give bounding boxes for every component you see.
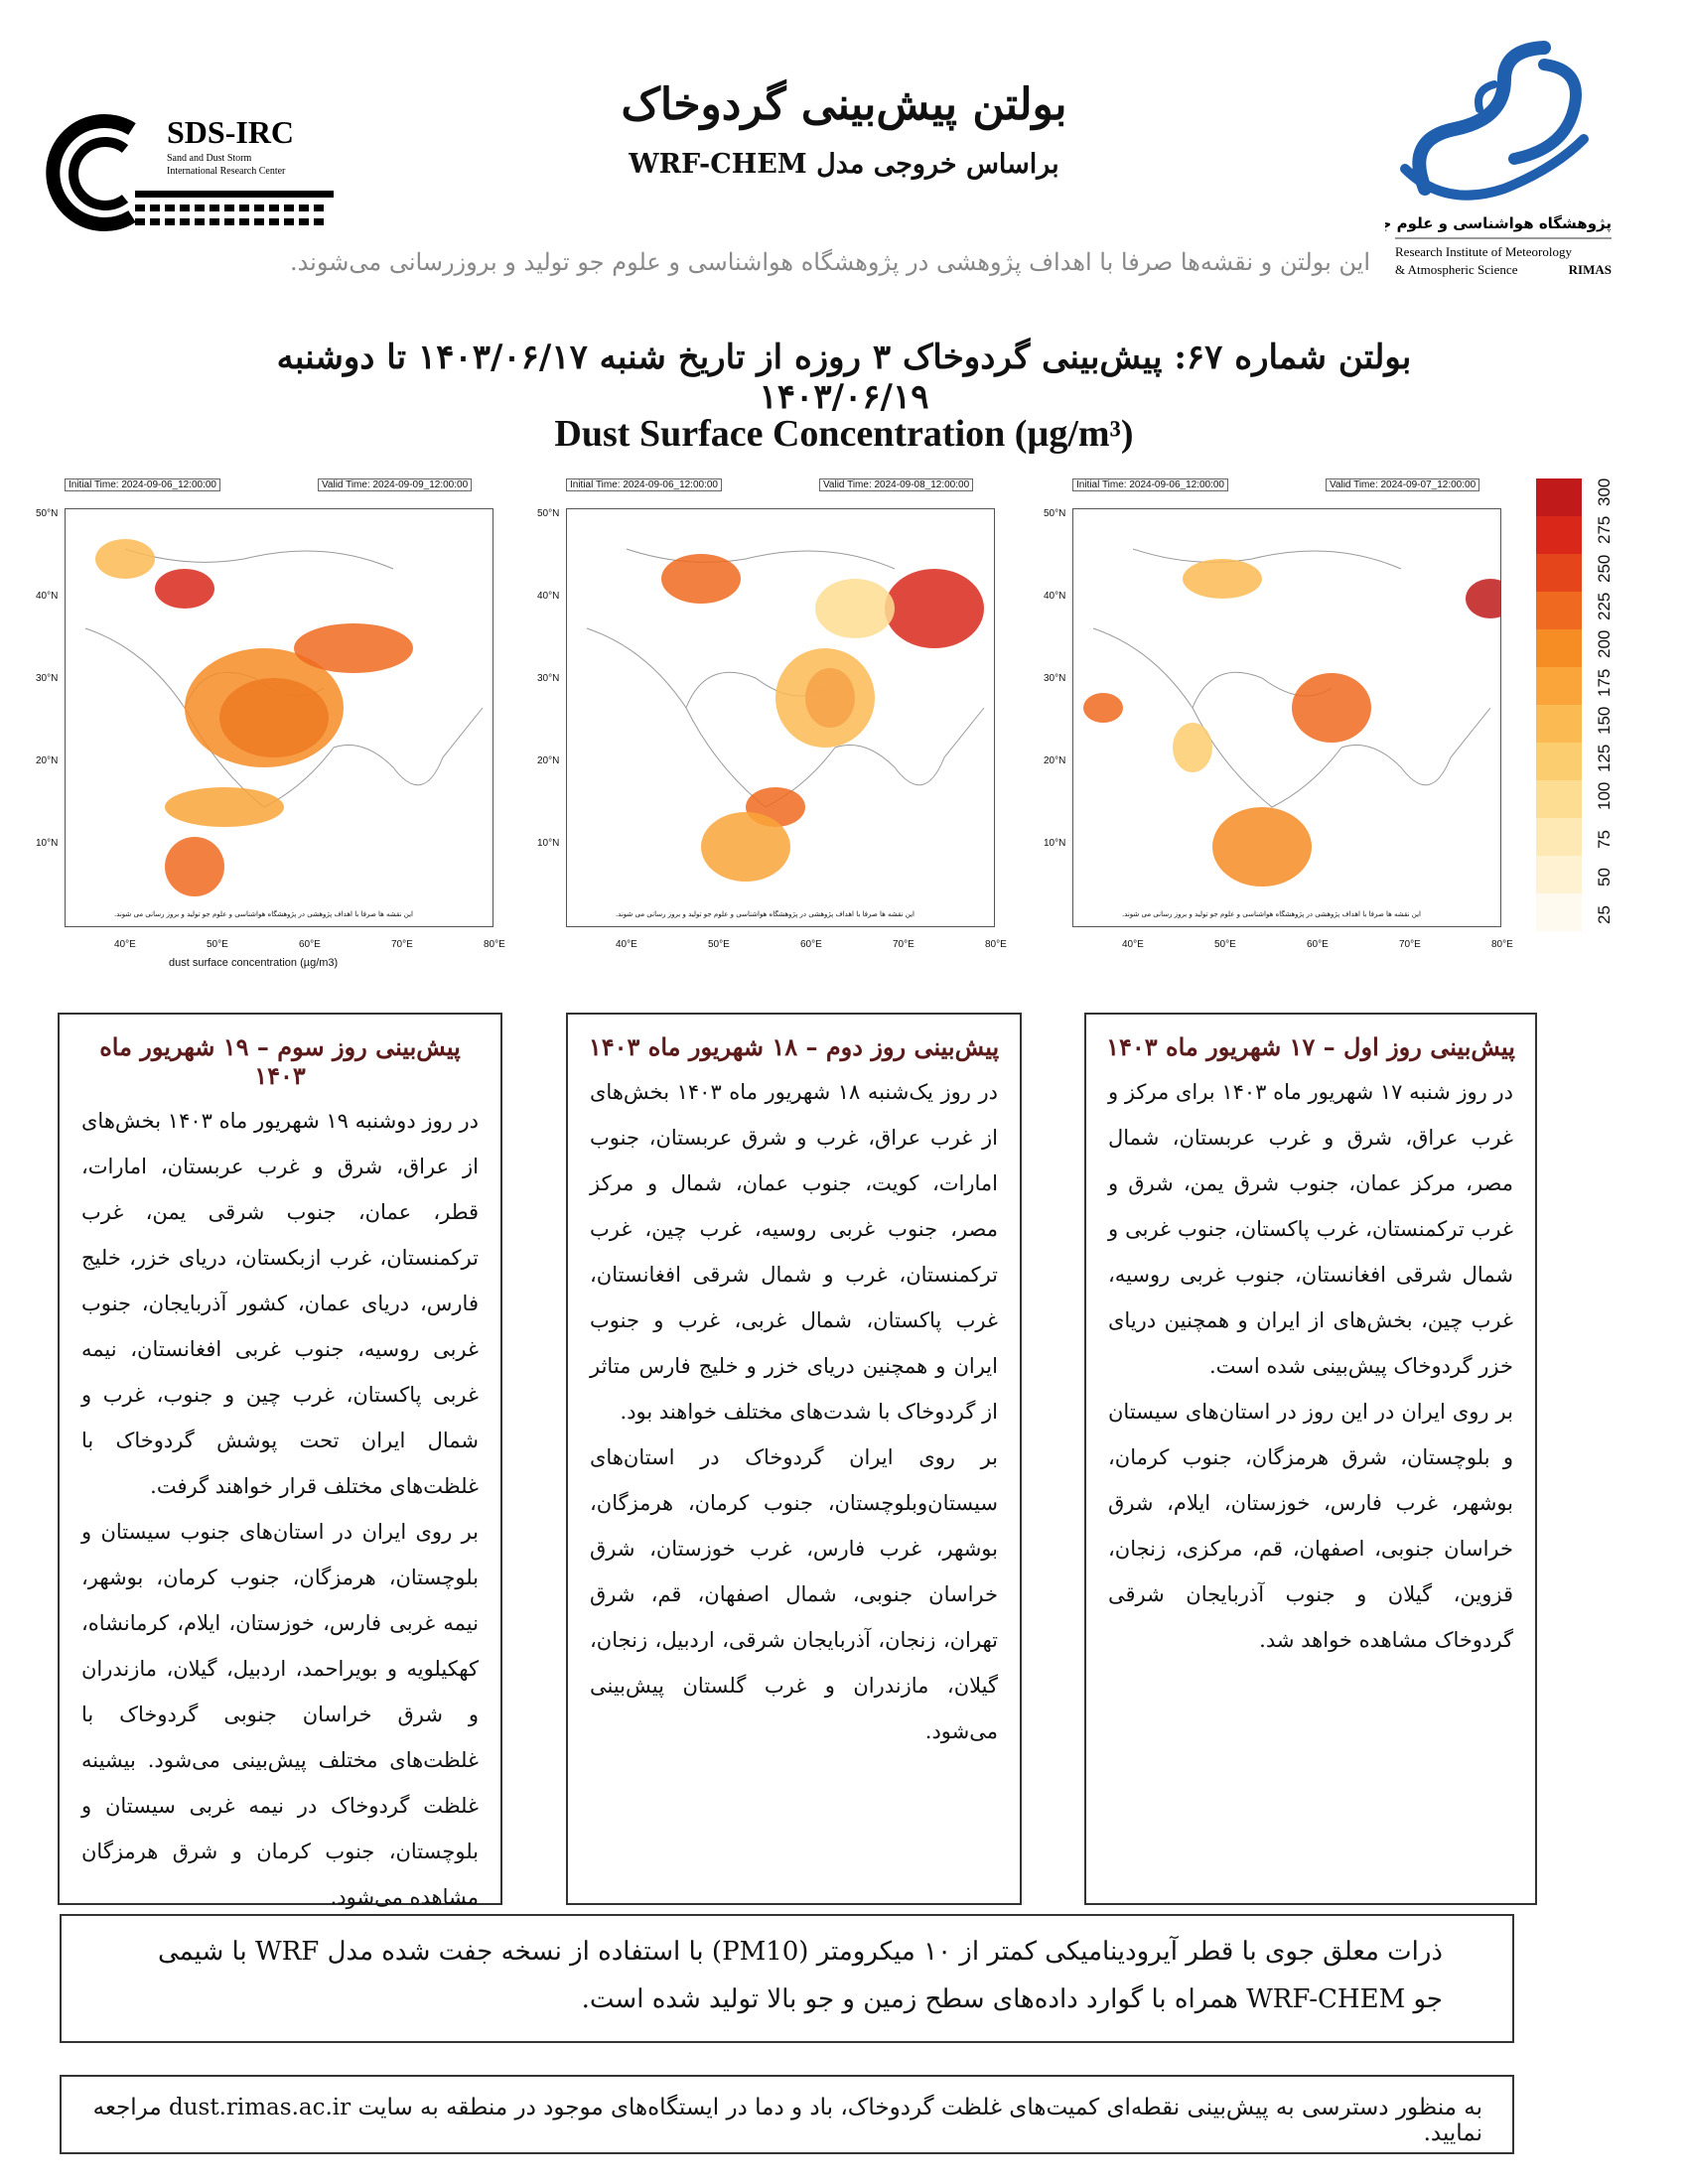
day1-title: پیش‌بینی روز اول – ۱۷ شهریور ماه ۱۴۰۳ xyxy=(1106,1032,1515,1061)
initial-time-label: Initial Time: 2024-09-06_12:00:00 xyxy=(1072,478,1228,491)
rimas-en-line2: & Atmospheric Science xyxy=(1395,262,1518,277)
dust-field xyxy=(1073,509,1500,926)
colorbar-tick-label: 150 xyxy=(1595,706,1614,735)
lat-tick-label: 50°N xyxy=(537,508,560,519)
colorbar-swatch xyxy=(1536,629,1582,667)
lat-tick-label: 20°N xyxy=(537,755,560,766)
colorbar-tick-label: 225 xyxy=(1595,592,1614,620)
dust-plume xyxy=(155,569,214,609)
lat-tick-label: 10°N xyxy=(36,838,59,849)
valid-time-label: Valid Time: 2024-09-08_12:00:00 xyxy=(819,478,973,491)
day2-paragraph-1: در روز یک‌شنبه ۱۸ شهریور ماه ۱۴۰۳ بخش‌های از غرب عراق، غرب و شرق عربستان، جنوب امارات، کویت، جنوب عمان، شمال و مرکز مصر، جنوب غربی روسیه، غرب چین، غرب ترکمنستان، غرب و شمال شرقی افغانستان، غرب پاکستان، شمال غربی، غرب و جنوب ایران و همچنین دریای خزر و خلیج فارس متاثر از گردوخاک با شدت‌های مختلف خواهند بود. xyxy=(590,1080,998,1424)
colorbar-swatch xyxy=(1536,780,1582,818)
map-disclaimer: این نقشه ها صرفا با اهداف پژوهشی در پژوهشگاه هواشناسی و علوم جو تولید و بروز رسانی می شوند. xyxy=(1121,910,1421,918)
colorbar-tick-label: 175 xyxy=(1595,668,1614,697)
lon-tick-label: 40°E xyxy=(114,939,136,950)
lon-tick-label: 50°E xyxy=(1214,939,1236,950)
lat-tick-label: 50°N xyxy=(1044,508,1066,519)
colorbar-tick-label: 125 xyxy=(1595,744,1614,773)
lon-tick-label: 70°E xyxy=(893,939,914,950)
colorbar-tick-label: 275 xyxy=(1595,515,1614,545)
bulletin-number: بولتن شماره ۶۷: پیش‌بینی گردوخاک ۳ روزه از تاریخ شنبه ۱۴۰۳/۰۶/۱۷ تا دوشنبه ۱۴۰۳/۰۶/۱۹ xyxy=(276,338,1412,417)
lat-tick-label: 20°N xyxy=(1044,755,1066,766)
dust-field xyxy=(66,509,492,926)
day3-title: پیش‌بینی روز سوم – ۱۹ شهریور ماه ۱۴۰۳ xyxy=(99,1032,461,1090)
dust-plume xyxy=(294,623,413,673)
lon-tick-label: 40°E xyxy=(1122,939,1144,950)
model-note-box xyxy=(60,1914,1514,2043)
lat-tick-label: 40°N xyxy=(36,591,59,602)
map-day3 xyxy=(36,478,506,985)
colorbar-tick-label: 100 xyxy=(1595,782,1614,811)
dust-plume xyxy=(661,554,741,604)
map-frame xyxy=(65,508,493,927)
dust-plume xyxy=(815,579,895,638)
lat-tick-label: 50°N xyxy=(36,508,59,519)
dust-plume xyxy=(1083,693,1123,723)
day2-paragraph-2: بر روی ایران گردوخاک در استان‌های سیستان‌وبلوچستان، جنوب کرمان، هرمزگان، بوشهر، غرب فارس، غرب خوزستان، شرق خراسان جنوبی، شمال اصفهان، قم، شرق تهران، زنجان، آذربایجان شرقی، اردبیل، زنجان، گیلان، مازندران و غرب گلستان پیش‌بینی می‌شود. xyxy=(590,1445,998,1743)
dust-plume xyxy=(1292,673,1371,743)
colorbar-swatch xyxy=(1536,478,1582,516)
lat-tick-label: 40°N xyxy=(537,591,560,602)
rimas-en-line1: Research Institute of Meteorology xyxy=(1395,244,1572,259)
lat-tick-label: 30°N xyxy=(1044,673,1066,684)
lat-tick-label: 30°N xyxy=(36,673,59,684)
lon-tick-label: 80°E xyxy=(1491,939,1513,950)
rimas-fa-name: پژوهشگاه هواشناسی و علوم جو xyxy=(1385,214,1612,232)
sds-logo-line2: International Research Center xyxy=(167,166,286,177)
valid-time-label: Valid Time: 2024-09-07_12:00:00 xyxy=(1326,478,1479,491)
colorbar-tick-label: 25 xyxy=(1595,905,1614,925)
map-disclaimer: این نقشه ها صرفا با اهداف پژوهشی در پژوهشگاه هواشناسی و علوم جو تولید و بروز رسانی می شوند. xyxy=(615,910,914,918)
lon-tick-label: 50°E xyxy=(207,939,228,950)
dust-plume xyxy=(775,648,875,748)
dust-plume xyxy=(701,812,790,882)
colorbar-tick-label: 75 xyxy=(1595,829,1614,849)
lon-tick-label: 70°E xyxy=(391,939,413,950)
page-title: بولتن پیش‌بینی گردوخاک xyxy=(621,79,1067,130)
dust-plume xyxy=(1212,807,1312,887)
sds-irc-logo xyxy=(38,109,336,238)
day3-paragraph-2: بر روی ایران در استان‌های جنوب سیستان و بلوچستان، هرمزگان، جنوب کرمان، بوشهر، نیمه غربی فارس، خوزستان، ایلام، کرمانشاه، کهکیلویه و بویراحمد، اردبیل، گیلان، مازندران و شرق خراسان جنوبی گردوخاک با غلظت‌های مختلف پیش‌بینی می‌شود. بیشینه غلظت گردوخاک در نیمه غربی سیستان و بلوچستان، جنوب کرمان و شرق هرمزگان مشاهده می‌شود. xyxy=(81,1520,479,1909)
day3-paragraph-1: در روز دوشنبه ۱۹ شهریور ماه ۱۴۰۳ بخش‌های از عراق، شرق و غرب عربستان، امارات، قطر، عمان، جنوب شرقی یمن، غرب ترکمنستان، غرب ازبکستان، دریای خزر، خلیج فارس، دریای عمان، کشور آذربایجان، جنوب غربی روسیه، جنوب غربی افغانستان، نیمه غربی پاکستان، غرب چین و جنوب، غرب و شمال ایران تحت پوشش گردوخاک با غلظت‌های مختلف قرار خواهند گرفت. xyxy=(81,1109,480,1498)
valid-time-label: Valid Time: 2024-09-09_12:00:00 xyxy=(318,478,472,491)
initial-time-label: Initial Time: 2024-09-06_12:00:00 xyxy=(65,478,220,491)
dust-plume xyxy=(1173,723,1212,772)
dust-plume xyxy=(165,787,284,827)
map-xlabel: dust surface concentration (µg/m3) xyxy=(169,957,339,969)
colorbar-swatch xyxy=(1536,705,1582,743)
sds-logo-line1: Sand and Dust Storm xyxy=(167,153,252,164)
lon-tick-label: 80°E xyxy=(985,939,1007,950)
colorbar-swatch xyxy=(1536,516,1582,554)
link-note-text[interactable]: به منظور دسترسی به پیش‌بینی نقطه‌ای کمیت‌های غلظت گردوخاک، باد و دما در ایستگاه‌های موجود در منطقه به سایت dust.rimas.ac.ir مراجعه نمایید. xyxy=(92,2095,1482,2146)
day2-title: پیش‌بینی روز دوم – ۱۸ شهریور ماه ۱۴۰۳ xyxy=(588,1032,1000,1061)
map-frame xyxy=(1072,508,1501,927)
lat-tick-label: 20°N xyxy=(36,755,59,766)
colorbar-swatch xyxy=(1536,592,1582,629)
initial-time-label: Initial Time: 2024-09-06_12:00:00 xyxy=(566,478,722,491)
dust-plume xyxy=(1183,559,1262,599)
dust-plume xyxy=(95,539,155,579)
lon-tick-label: 80°E xyxy=(484,939,505,950)
day1-box xyxy=(1084,1013,1537,1905)
coastline xyxy=(1093,549,1490,807)
lon-tick-label: 70°E xyxy=(1399,939,1421,950)
colorbar-swatch xyxy=(1536,818,1582,856)
lon-tick-label: 60°E xyxy=(299,939,321,950)
colorbar-tick-label: 50 xyxy=(1595,868,1614,887)
colorbar xyxy=(1536,478,1582,935)
colorbar-tick-label: 200 xyxy=(1595,629,1614,659)
day2-box xyxy=(566,1013,1022,1905)
map-title: Dust Surface Concentration (µg/m³) xyxy=(554,413,1134,455)
lat-tick-label: 40°N xyxy=(1044,591,1066,602)
sds-logo-name: SDS-IRC xyxy=(167,114,295,150)
lon-tick-label: 60°E xyxy=(1307,939,1329,950)
map-disclaimer: این نقشه ها صرفا با اهداف پژوهشی در پژوهشگاه هواشناسی و علوم جو تولید و بروز رسانی می شوند. xyxy=(113,910,413,918)
lon-tick-label: 40°E xyxy=(616,939,637,950)
day3-box xyxy=(58,1013,502,1909)
colorbar-swatch xyxy=(1536,554,1582,592)
lon-tick-label: 60°E xyxy=(800,939,822,950)
dust-plume xyxy=(1466,579,1500,618)
lat-tick-label: 10°N xyxy=(1044,838,1066,849)
map-frame xyxy=(566,508,995,927)
dust-plume xyxy=(165,837,224,896)
disclaimer-text: این بولتن و نقشه‌ها صرفا با اهداف پژوهشی در پژوهشگاه هواشناسی و علوم جو تولید و بروزرسانی می‌شوند. xyxy=(289,248,1370,276)
day1-paragraph-2: بر روی ایران در این روز در استان‌های سیستان و بلوچستان، شرق هرمزگان، جنوب کرمان، بوشهر، غرب فارس، خوزستان، ایلام، شرق خراسان جنوبی، اصفهان، قم، مرکزی، زنجان، قزوین، گیلان و جنوب آذربایجان شرقی گردوخاک مشاهده خواهد شد. xyxy=(1108,1400,1513,1652)
colorbar-swatch xyxy=(1536,667,1582,705)
rimas-abbr: RIMAS xyxy=(1568,262,1612,277)
link-note-box xyxy=(60,2075,1514,2154)
colorbar-swatch xyxy=(1536,743,1582,780)
lat-tick-label: 10°N xyxy=(537,838,560,849)
colorbar-swatch xyxy=(1536,856,1582,893)
page-subtitle: براساس خروجی مدل WRF-CHEM xyxy=(629,149,1059,180)
colorbar-swatch xyxy=(1536,893,1582,931)
colorbar-tick-label: 300 xyxy=(1595,478,1614,506)
colorbar-tick-label: 250 xyxy=(1595,554,1614,583)
map-day2 xyxy=(537,478,1008,985)
model-note-text: ذرات معلق جوی با قطر آیرودینامیکی کمتر از ۱۰ میکرومتر (PM10) با استفاده از نسخه جفت شده مدل WRF با شیمی جو WRF-CHEM همراه با گوارد داده‌های سطح زمین و جو بالا تولید شده است. xyxy=(157,1937,1443,2014)
map-day1 xyxy=(1044,478,1514,985)
day1-paragraph-1: در روز شنبه ۱۷ شهریور ماه ۱۴۰۳ برای مرکز و غرب عراق، شرق و غرب عربستان، شمال مصر، مرکز عمان، جنوب شرق یمن، شرق و غرب ترکمنستان، غرب پاکستان، جنوب غربی و شمال شرقی افغانستان، جنوب غربی روسیه، غرب چین، بخش‌های از ایران و همچنین دریای خزر گردوخاک پیش‌بینی شده است. xyxy=(1108,1080,1513,1378)
dust-plume xyxy=(885,569,984,648)
lat-tick-label: 30°N xyxy=(537,673,560,684)
rimas-logo xyxy=(1385,40,1623,288)
lon-tick-label: 50°E xyxy=(708,939,730,950)
dust-field xyxy=(567,509,994,926)
